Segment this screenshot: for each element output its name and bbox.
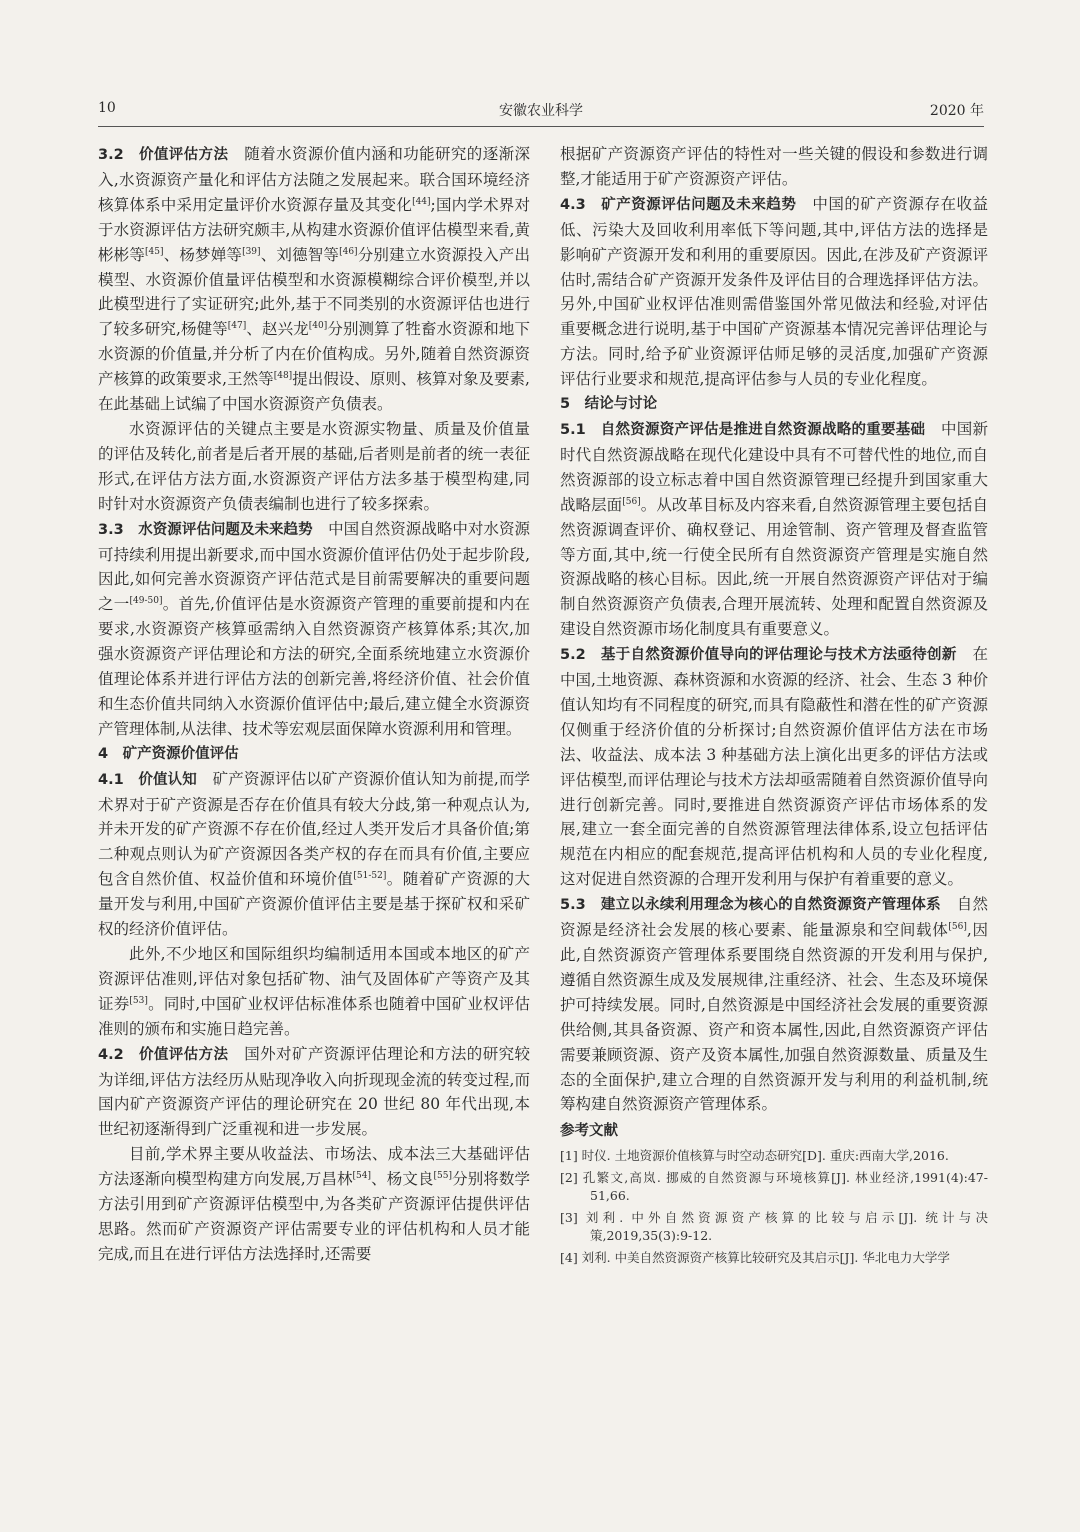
paragraph: 根据矿产资源资产评估的特性对一些关键的假设和参数进行调整,才能适用于矿产资源资产评估。 xyxy=(560,145,988,188)
citation: [47] xyxy=(227,321,247,332)
section-heading: 5.2 基于自然资源价值导向的评估理论与技术方法亟待创新 xyxy=(560,647,957,664)
reference-item: [4] 刘利. 中美自然资源资产核算比较研究及其启示[J]. 华北电力大学学 xyxy=(560,1249,950,1265)
citation: [55] xyxy=(433,1171,452,1181)
publication-year: 2020 年 xyxy=(929,103,984,119)
section-heading: 5.3 建立以永续利用理念为核心的自然资源资产管理体系 xyxy=(560,897,941,914)
reference-item: [2] 孔繁文,高岚. 挪威的自然资源与环境核算[J]. 林业经济,1991(4):47-51,66. xyxy=(560,1169,988,1204)
citation: [48] xyxy=(273,371,293,381)
paragraph: 4.2 价值评估方法 国外对矿产资源评估理论和方法的研究较为详细,评估方法经历从贴现净收入向折现现金流的转变过程,而国内矿产资源资产评估的理论研究在 20 世纪 80 年代出现,本世纪初逐渐得到广泛重视和进一步发展。 xyxy=(98,1044,530,1139)
section-heading: 5 结论与讨论 xyxy=(560,396,658,413)
paragraph: 4.1 价值认知 矿产资源评估以矿产资源价值认知为前提,而学术界对于矿产资源是否存在价值具有较大分歧,第一种观点认为,并未开发的矿产资源不存在价值,经过人类开发后才具备价值;第二种观点则认为矿产资源因各类产权的存在而具有价值,主要应包含自然价值、权益价值和环境价值[51-52]。随着矿产资源的大量开发与利用,中国矿产资源价值评估主要是基于探矿权和采矿权的经济价值评估。 xyxy=(98,769,530,939)
left-column xyxy=(98,142,530,1267)
paragraph: 5.1 自然资源资产评估是推进自然资源战略的重要基础 中国新时代自然资源战略在现代化建设中具有不可替代性的地位,而自然资源部的设立标志着中国自然资源管理已经提升到国家重大战略层面[56]。从改革目标及内容来看,自然资源管理主要包括自然资源调查评价、确权登记、用途管制、资产管理及督查监管等方面,其中,统一行使全民所有自然资源资产管理是实施自然资源战略的核心目标。因此,统一开展自然资源资产评估对于编制自然资源资产负债表,合理开展流转、处理和配置自然资源及建设自然资源市场化制度具有重要意义。 xyxy=(560,419,988,639)
citation: [39] xyxy=(242,246,261,257)
references-heading: 参考文献 xyxy=(560,1123,618,1140)
paragraph: 此外,不少地区和国际组织均编制适用本国或本地区的矿产资源评估准则,评估对象包括矿物、油气及固体矿产等资产及其证券[53]。同时,中国矿业权评估标准体系也随着中国矿业权评估准则的颁布和实施日趋完善。 xyxy=(98,945,530,1038)
section-heading: 3.2 价值评估方法 xyxy=(98,147,229,163)
paragraph: 水资源评估的关键点主要是水资源实物量、质量及价值量的评估及转化,前者是后者开展的基础,后者则是前者的统一表征形式,在评估方法方面,水资源资产评估方法多基于模型构建,同时针对水资源资产负债表编制也进行了较多探索。 xyxy=(98,419,530,513)
citation: [51-52] xyxy=(353,871,387,882)
paragraph: 4.3 矿产资源评估问题及未来趋势 中国的矿产资源存在收益低、污染大及回收利用率低下等问题,其中,评估方法的选择是影响矿产资源开发和利用的重要原因。因此,在涉及矿产资源评估时,需结合矿产资源开发条件及评估目的合理选择评估方法。另外,中国矿业权评估准则需借鉴国外常见做法和经验,对评估重要概念进行说明,基于中国矿产资源基本情况完善评估理论与方法。同时,给予矿业资源评估师足够的灵活度,加强矿产资源评估行业要求和规范,提高评估参与人员的专业化程度。 xyxy=(560,194,988,389)
running-header xyxy=(98,96,984,127)
citation: [49-50] xyxy=(129,596,163,607)
paragraph: 目前,学术界主要从收益法、市场法、成本法三大基础评估方法逐渐向模型构建方向发展,万昌林[54]、杨文良[55]分别将数学方法引用到矿产资源评估模型中,为各类矿产资源评估提供评估思路。然而矿产资源资产评估需要专业的评估机构和人员才能完成,而且在进行评估方法选择时,还需要 xyxy=(98,1145,530,1263)
citation: [44] xyxy=(412,196,431,207)
citation: [53] xyxy=(129,995,148,1006)
reference-item: [1] 时仪. 土地资源价值核算与时空动态研究[D]. 重庆:西南大学,2016. xyxy=(560,1148,949,1164)
section-heading: 4.2 价值评估方法 xyxy=(98,1046,229,1063)
paragraph: 5.3 建立以永续利用理念为核心的自然资源资产管理体系 自然资源是经济社会发展的核心要素、能量源泉和空间载体[56],因此,自然资源资产管理体系要围绕自然资源的开发利用与保护,遵循自然资源生成及发展规律,注重经济、社会、生态及环境保护可持续发展。同时,自然资源是中国经济社会发展的重要资源供给侧,其具备资源、资产和资本属性,因此,自然资源资产评估需要兼顾资源、资产及资本属性,加强自然资源数量、质量及生态的全面保护,建立合理的自然资源开发与利用的利益机制,统筹构建自然资源资产管理体系。 xyxy=(560,895,988,1114)
citation: [40] xyxy=(308,321,328,332)
section-heading: 4 矿产资源价值评估 xyxy=(98,745,239,762)
section-heading: 3.3 水资源评估问题及未来趋势 xyxy=(98,521,313,538)
citation: [46] xyxy=(339,246,358,257)
citation: [45] xyxy=(145,246,164,257)
section-heading: 4.3 矿产资源评估问题及未来趋势 xyxy=(560,196,797,213)
citation: [56] xyxy=(622,496,641,507)
section-heading: 5.1 自然资源资产评估是推进自然资源战略的重要基础 xyxy=(560,421,926,438)
journal-name: 安徽农业科学 xyxy=(499,103,583,119)
paragraph: 3.3 水资源评估问题及未来趋势 中国自然资源战略中对水资源可持续利用提出新要求,而中国水资源价值评估仍处于起步阶段,因此,如何完善水资源资产评估范式是目前需要解决的重要问题之一[49-50]。首先,价值评估是水资源资产管理的重要前提和内在要求,水资源资产核算亟需纳入自然资源资产核算体系;其次,加强水资源资产评估理论和方法的研究,全面系统地建立水资源价值理论体系并进行评估方法的创新完善,将经济价值、社会价值和生态价值共同纳入水资源价值评估中;最后,建立健全水资源资产管理体制,从法律、技术等宏观层面保障水资源利用和管理。 xyxy=(98,519,531,738)
citation: [54] xyxy=(352,1171,372,1181)
citation: [56] xyxy=(948,921,967,932)
right-column xyxy=(560,142,988,1267)
section-heading: 4.1 价值认知 xyxy=(98,771,197,788)
paragraph: 5.2 基于自然资源价值导向的评估理论与技术方法亟待创新 在中国,土地资源、森林资源和水资源的经济、社会、生态 3 种价值认知均有不同程度的研究,而具有隐蔽性和潜在性的矿产资源仅侧重于经济价值的分析探讨;自然资源价值评估方法在市场法、收益法、成本法 3 种基础方法上演化出更多的评估方法或评估模型,而评估理论与技术方法却亟需随着自然资源价值导向进行创新完善。同时,要推进自然资源资产评估市场体系的发展,建立一套全面完善的自然资源管理法律体系,设立包括评估规范在内相应的配套规范,提高评估机构和人员的专业化程度,这对促进自然资源的合理开发利用与保护有着重要的意义。 xyxy=(560,645,988,889)
page-number: 10 xyxy=(98,100,116,116)
paragraph: 3.2 价值评估方法 随着水资源价值内涵和功能研究的逐渐深入,水资源资产量化和评估方法随之发展起来。联合国环境经济核算体系中采用定量评价水资源存量及其变化[44];国内学术界对于水资源评估方法研究颇丰,从构建水资源价值评估模型来看,黄彬彬等[45]、杨梦婵等[39]、刘德智等[46]分别建立水资源投入产出模型、水资源价值量评估模型和水资源模糊综合评价模型,并以此模型进行了实证研究;此外,基于不同类别的水资源评估也进行了较多研究,杨健等[47]、赵兴龙[40]分别测算了牲畜水资源和地下水资源的价值量,并分析了内在价值构成。另外,随着自然资源资产核算的政策要求,王然等[48]提出假设、原则、核算对象及要素,在此基础上试编了中国水资源资产负债表。 xyxy=(98,145,530,414)
reference-item: [3] 刘利. 中外自然资源资产核算的比较与启示[J]. 统计与决策,2019,35(3):9-12. xyxy=(560,1209,988,1244)
